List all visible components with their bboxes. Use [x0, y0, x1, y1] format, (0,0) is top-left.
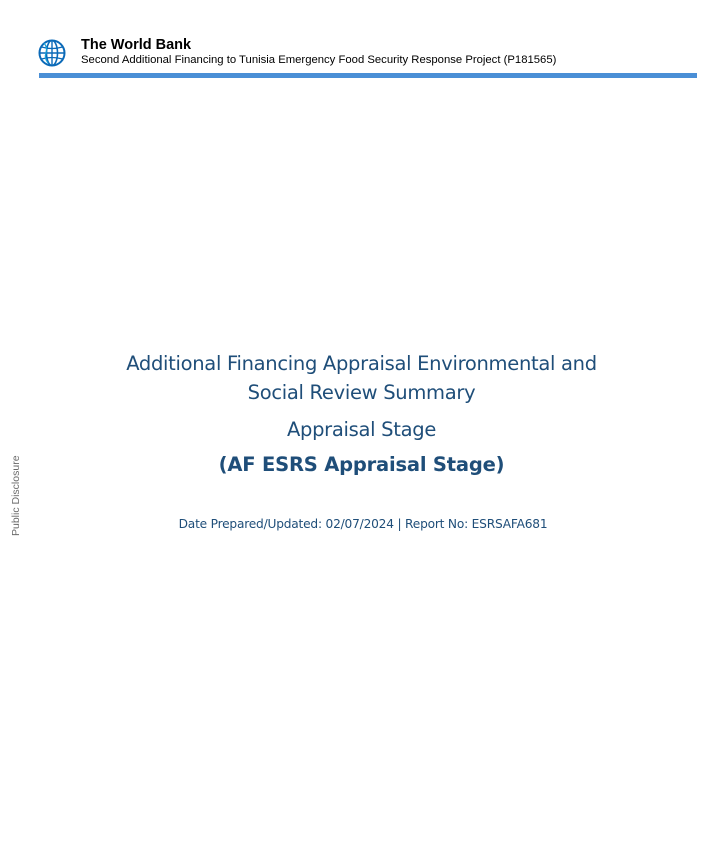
document-stage-code: (AF ESRS Appraisal Stage) — [218, 453, 505, 476]
document-title-line-2: Social Review Summary — [247, 381, 476, 404]
world-bank-globe-icon — [38, 39, 66, 67]
document-title-line-1: Additional Financing Appraisal Environmental and — [126, 352, 597, 375]
project-title: Second Additional Financing to Tunisia Emergency Food Security Response Project (P181565) — [81, 54, 557, 66]
public-disclosure-label: Public Disclosure — [10, 455, 22, 536]
document-title-block — [0, 349, 723, 479]
organization-name: The World Bank — [81, 37, 192, 53]
date-and-report-number: Date Prepared/Updated: 02/07/2024 | Report No: ESRSAFA681 — [178, 517, 548, 531]
header-divider — [39, 73, 697, 78]
document-stage: Appraisal Stage — [286, 418, 437, 441]
